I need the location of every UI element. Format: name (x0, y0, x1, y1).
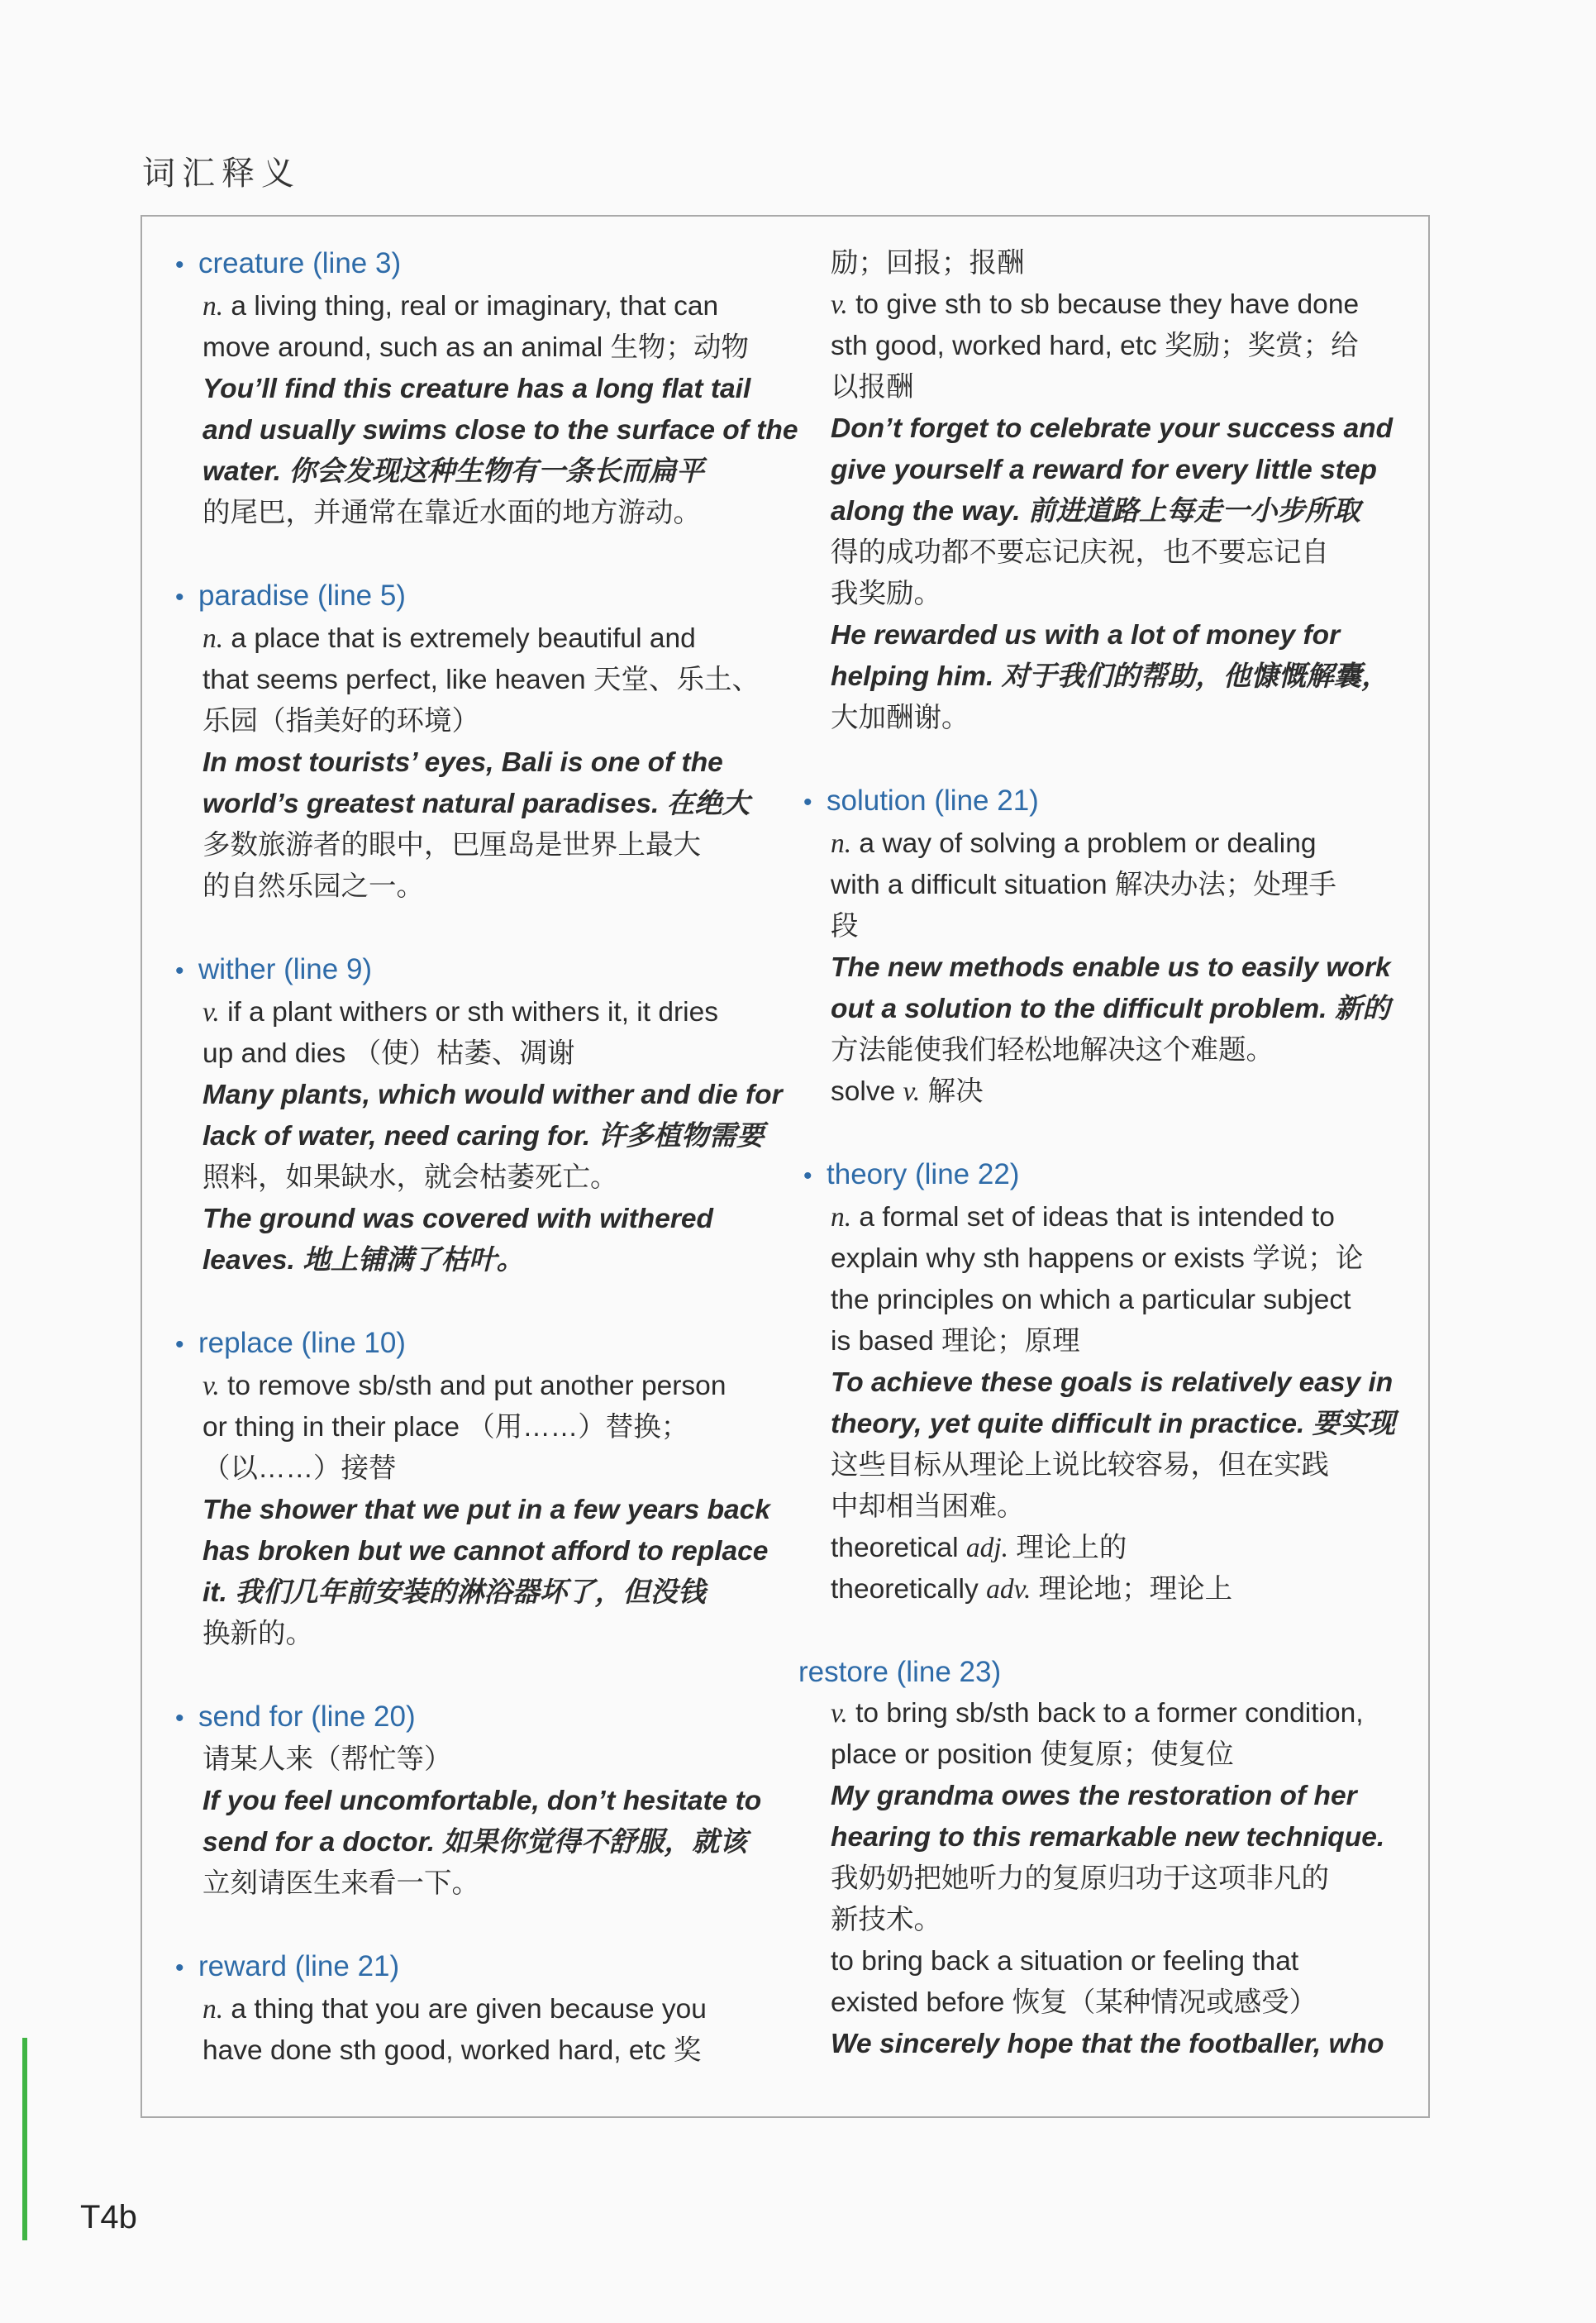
entry-body (175, 1739, 803, 1905)
definition-line (831, 1941, 1407, 1982)
line-text: He rewarded us with a lot of money for (831, 620, 1341, 651)
definition-line (202, 618, 803, 660)
entry-body (803, 1693, 1407, 2065)
entry-body (803, 1197, 1407, 1610)
headword-text: wither (line 9) (198, 953, 373, 985)
line-text: 照料，如果缺水，就会枯萎死亡。 (202, 1162, 618, 1193)
vocab-entry (175, 1696, 803, 1905)
line-text: if a plant withers or sth withers it, it dries (219, 997, 718, 1028)
line-text: My grandma owes the restoration of her (831, 1781, 1357, 1811)
right-column (798, 217, 1407, 2106)
vocabulary-frame (141, 215, 1430, 2118)
line-text: a way of solving a problem or dealing (851, 828, 1317, 859)
line-text: a thing that you are given because you (223, 1994, 707, 2025)
definition-line (202, 1366, 803, 1407)
example-line (831, 450, 1407, 491)
definition-line (202, 2030, 803, 2072)
entry-headword (175, 575, 803, 618)
definition-line (831, 1569, 1407, 1610)
line-text: with a difficult situation 解决办法；处理手 (831, 870, 1336, 900)
part-of-speech: n. (831, 1202, 852, 1233)
entry-headword (175, 1946, 803, 1989)
line-text: 换新的。 (202, 1619, 313, 1649)
definition-line (202, 866, 803, 908)
definition-line (831, 1982, 1407, 2024)
bullet-icon: • (803, 789, 812, 816)
part-of-speech: n. (202, 1994, 224, 2025)
green-margin-bar (22, 2038, 27, 2240)
line-text: theoretical (831, 1533, 966, 1563)
definition-line (202, 701, 803, 742)
line-text: 得的成功都不要忘记庆祝，也不要忘记自 (831, 537, 1329, 568)
example-line (831, 656, 1407, 698)
definition-line (831, 1197, 1407, 1238)
entry-body (803, 243, 1407, 739)
example-line (831, 1362, 1407, 1404)
example-line (202, 742, 803, 784)
bullet-icon: • (175, 584, 184, 611)
definition-line (831, 367, 1407, 408)
example-line (202, 1240, 803, 1281)
definition-line (831, 1858, 1407, 1900)
headword-text: creature (line 3) (198, 247, 402, 279)
line-text: explain why sth happens or exists 学说；论 (831, 1243, 1364, 1274)
part-of-speech: v. (202, 997, 220, 1028)
definition-line (202, 1863, 803, 1905)
line-text: 这些目标从理论上说比较容易，但在实践 (831, 1450, 1329, 1481)
headword-text: paradise (line 5) (198, 580, 406, 612)
definition-line (202, 825, 803, 866)
vocab-entry (798, 1652, 1407, 2065)
headword-text: theory (line 22) (827, 1158, 1020, 1190)
bullet-icon: • (175, 1705, 184, 1732)
definition-line (202, 286, 803, 327)
entry-headword (175, 243, 803, 286)
entry-body (803, 823, 1407, 1113)
line-text: it. 我们几年前安装的淋浴器坏了，但没钱 (202, 1577, 706, 1608)
line-text: solve (831, 1076, 903, 1107)
part-of-speech: n. (831, 828, 852, 859)
part-of-speech: v. (831, 289, 848, 320)
example-line (831, 947, 1407, 989)
line-text: has broken but we cannot afford to replace (202, 1536, 769, 1567)
example-line (202, 1531, 803, 1572)
definition-line (202, 1448, 803, 1490)
example-line (202, 1822, 803, 1863)
definition-line (831, 1321, 1407, 1362)
line-text: 立刻请医生来看一下。 (202, 1868, 479, 1899)
bullet-icon: • (175, 957, 184, 985)
line-text: up and dies （使）枯萎、凋谢 (202, 1038, 575, 1069)
line-text: 解决 (920, 1076, 984, 1107)
headword-text: send for (line 20) (198, 1701, 416, 1733)
line-text: 理论地；理论上 (1031, 1574, 1233, 1605)
definition-line (831, 284, 1407, 326)
line-text: place or position 使复原；使复位 (831, 1739, 1234, 1770)
page-number: T4b (80, 2199, 137, 2235)
line-text: to give sth to sb because they have done (847, 289, 1360, 320)
line-text: 我奶奶把她听力的复原归功于这项非凡的 (831, 1863, 1329, 1894)
example-line (831, 491, 1407, 532)
entry-body (175, 1989, 803, 2072)
line-text: If you feel uncomfortable, don’t hesitate to (202, 1786, 762, 1816)
example-line (831, 2024, 1407, 2065)
entry-body (175, 992, 803, 1281)
line-text: 请某人来（帮忙等） (202, 1744, 452, 1775)
example-line (202, 369, 803, 410)
definition-line (202, 1989, 803, 2030)
vocab-entry (803, 1154, 1407, 1610)
line-text: 段 (831, 911, 859, 942)
line-text: To achieve these goals is relatively easy in (831, 1367, 1394, 1398)
line-text: a formal set of ideas that is intended to (851, 1202, 1335, 1233)
bullet-icon: • (175, 1954, 184, 1982)
entry-headword (798, 1652, 1407, 1693)
left-column (175, 217, 803, 2113)
line-text: 方法能使我们轻松地解决这个难题。 (831, 1035, 1274, 1066)
line-text: water. 你会发现这种生物有一条长而扁平 (202, 456, 704, 487)
line-text: a place that is extremely beautiful and (223, 623, 696, 654)
line-text: sth good, worked hard, etc 奖励；奖赏；给 (831, 331, 1359, 361)
vocab-entry (175, 1946, 803, 2072)
definition-line (202, 1033, 803, 1075)
bullet-icon: • (803, 1162, 812, 1190)
line-text: helping him. 对于我们的帮助，他慷慨解囊， (831, 661, 1389, 692)
page-heading: 词汇释义 (142, 155, 301, 193)
line-text: The ground was covered with withered (202, 1204, 713, 1234)
example-line (202, 784, 803, 825)
definition-line (831, 1734, 1407, 1776)
part-of-speech: adv. (986, 1574, 1031, 1605)
line-text: 大加酬谢。 (831, 703, 970, 733)
line-text: In most tourists’ eyes, Bali is one of the (202, 747, 723, 778)
definition-line (202, 327, 803, 369)
definition-line (831, 865, 1407, 906)
definition-line (831, 1030, 1407, 1071)
part-of-speech: n. (202, 291, 224, 322)
line-text: out a solution to the difficult problem. 新的 (831, 994, 1390, 1024)
example-line (831, 1404, 1407, 1445)
example-line (831, 408, 1407, 450)
definition-line (202, 493, 803, 534)
definition-line (831, 1238, 1407, 1280)
definition-line (831, 574, 1407, 615)
example-line (202, 410, 803, 451)
line-text: Many plants, which would wither and die for (202, 1080, 783, 1110)
example-line (831, 1776, 1407, 1817)
headword-text: solution (line 21) (827, 785, 1039, 817)
headword-text: reward (line 21) (198, 1950, 400, 1982)
line-text: move around, such as an animal 生物；动物 (202, 332, 749, 363)
line-text: give yourself a reward for every little step (831, 455, 1377, 485)
line-text: 理论上的 (1008, 1533, 1127, 1563)
definition-line (202, 1407, 803, 1448)
definition-line (831, 532, 1407, 574)
definition-line (831, 1693, 1407, 1734)
line-text: or thing in their place （用……）替换； (202, 1412, 689, 1443)
definition-line (202, 1614, 803, 1655)
definition-line (831, 1528, 1407, 1569)
line-text: 新技术。 (831, 1905, 941, 1935)
vocab-entry (175, 949, 803, 1281)
line-text: world’s greatest natural paradises. 在绝大 (202, 789, 750, 819)
line-text: 我奖励。 (831, 579, 941, 609)
line-text: theoretically (831, 1574, 987, 1605)
entry-body (175, 618, 803, 908)
reward-continuation (803, 243, 1407, 739)
line-text: 以报酬 (831, 372, 914, 403)
entry-headword (803, 780, 1407, 823)
line-text: 励；回报；报酬 (831, 248, 1025, 279)
line-text: 中却相当困难。 (831, 1491, 1025, 1522)
line-text: Don’t forget to celebrate your success and (831, 413, 1394, 444)
definition-line (831, 1486, 1407, 1528)
line-text: and usually swims close to the surface of the (202, 415, 798, 446)
part-of-speech: adj. (965, 1533, 1009, 1563)
line-text: lack of water, need caring for. 许多植物需要 (202, 1121, 765, 1152)
line-text: The shower that we put in a few years back (202, 1495, 770, 1525)
line-text: 乐园（指美好的环境） (202, 706, 479, 737)
definition-line (202, 1739, 803, 1781)
definition-line (831, 1445, 1407, 1486)
entry-headword (175, 1323, 803, 1366)
part-of-speech: v. (831, 1698, 848, 1729)
line-text: send for a doctor. 如果你觉得不舒服，就该 (202, 1827, 747, 1858)
line-text: 的尾巴，并通常在靠近水面的地方游动。 (202, 498, 701, 528)
definition-line (831, 1280, 1407, 1321)
example-line (202, 1199, 803, 1240)
part-of-speech: v. (202, 1371, 220, 1401)
example-line (202, 1572, 803, 1614)
example-line (831, 1817, 1407, 1858)
example-line (202, 1116, 803, 1157)
example-line (202, 1490, 803, 1531)
line-text: to remove sb/sth and put another person (219, 1371, 727, 1401)
line-text: hearing to this remarkable new technique. (831, 1822, 1385, 1853)
line-text: the principles on which a particular subject (831, 1285, 1351, 1315)
part-of-speech: n. (202, 623, 224, 654)
headword-text: replace (line 10) (198, 1327, 406, 1359)
part-of-speech: v. (903, 1076, 921, 1107)
entry-headword (175, 949, 803, 992)
line-text: You’ll find this creature has a long flat tail (202, 374, 751, 404)
definition-line (202, 992, 803, 1033)
entry-headword (803, 1154, 1407, 1197)
definition-line (831, 1900, 1407, 1941)
definition-line (831, 243, 1407, 284)
headword-text: restore (line 23) (798, 1656, 1002, 1688)
bullet-icon: • (175, 1331, 184, 1358)
line-text: a living thing, real or imaginary, that can (223, 291, 719, 322)
entry-headword (175, 1696, 803, 1739)
definition-line (202, 1157, 803, 1199)
vocab-entry (175, 1323, 803, 1655)
vocab-entry (175, 575, 803, 908)
line-text: that seems perfect, like heaven 天堂、乐土、 (202, 665, 760, 695)
definition-line (831, 1071, 1407, 1113)
example-line (202, 1781, 803, 1822)
line-text: The new methods enable us to easily work (831, 952, 1391, 983)
example-line (202, 451, 803, 493)
line-text: theory, yet quite difficult in practice. 要实现 (831, 1409, 1396, 1439)
definition-line (202, 660, 803, 701)
example-line (831, 615, 1407, 656)
definition-line (831, 823, 1407, 865)
entry-body (175, 1366, 803, 1655)
vocab-entry (803, 780, 1407, 1113)
definition-line (831, 698, 1407, 739)
vocab-entry (175, 243, 803, 534)
line-text: have done sth good, worked hard, etc 奖 (202, 2035, 702, 2066)
example-line (831, 989, 1407, 1030)
line-text: is based 理论；原理 (831, 1326, 1080, 1357)
line-text: （以……）接替 (202, 1453, 397, 1484)
example-line (202, 1075, 803, 1116)
line-text: to bring back a situation or feeling that (831, 1946, 1299, 1977)
bullet-icon: • (175, 251, 184, 279)
definition-line (831, 906, 1407, 947)
line-text: 多数旅游者的眼中，巴厘岛是世界上最大 (202, 830, 701, 861)
line-text: existed before 恢复（某种情况或感受） (831, 1987, 1317, 2018)
line-text: along the way. 前进道路上每走一小步所取 (831, 496, 1360, 527)
line-text: 的自然乐园之一。 (202, 871, 424, 902)
line-text: to bring sb/sth back to a former condition, (847, 1698, 1364, 1729)
definition-line (831, 326, 1407, 367)
line-text: We sincerely hope that the footballer, who (831, 2029, 1384, 2059)
entry-body (175, 286, 803, 534)
line-text: leaves. 地上铺满了枯叶。 (202, 1245, 525, 1276)
